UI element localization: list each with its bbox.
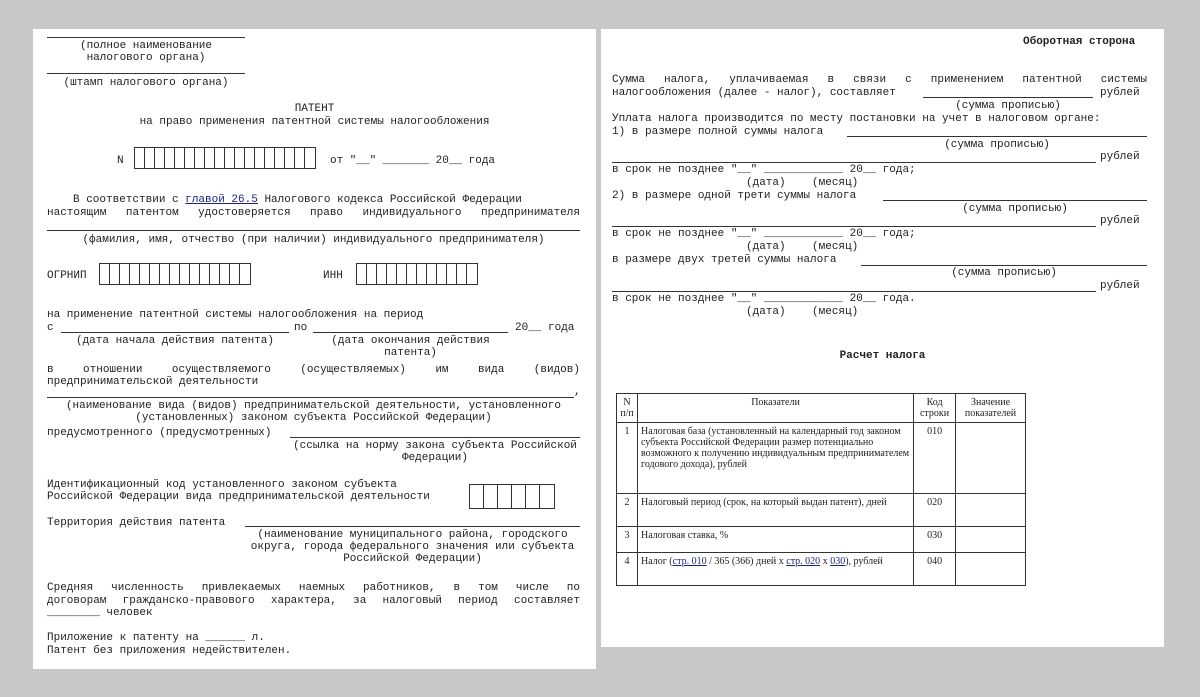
link-line-030[interactable]: 030 xyxy=(830,556,846,567)
inn-cells[interactable] xyxy=(356,263,478,285)
workers-line-1: Средняя численность привлекаемых наемных работников, в том числе по xyxy=(47,582,580,594)
intro-end: Налогового кодекса Российской Федерации xyxy=(257,194,522,206)
deadline-3-caption: (дата) (месяц) xyxy=(746,306,859,318)
period-end-caption: (дата окончания действия патента) xyxy=(331,335,490,359)
territory-label: Территория действия патента xyxy=(47,517,226,529)
tax-sum-line-2: налогообложения (далее - налог), составляет xyxy=(612,87,896,99)
id-code-line: Идентификационный код установленного законом субъекта Российской Федерации вида предпринимательской деятельности xyxy=(47,479,430,503)
row-num: 1 xyxy=(617,423,638,494)
appendix-note: Патент без приложения недействителен. xyxy=(47,645,292,657)
activity-line-2: предпринимательской деятельности xyxy=(47,376,259,388)
row-indicator xyxy=(637,553,913,586)
option-2-line-a xyxy=(883,200,1147,201)
tax-sum-amount-line xyxy=(923,97,1093,98)
activity-caption: (наименование вида (видов) предпринимательской деятельности, установленного (установленных) законом субъекта Российской Федерации) xyxy=(65,400,562,424)
authority-stamp-caption: (штамп налогового органа) xyxy=(63,77,229,89)
link-line-010[interactable]: стр. 010 xyxy=(672,556,707,567)
back-header: Оборотная сторона xyxy=(1023,36,1136,48)
provided-label: предусмотренного (предусмотренных) xyxy=(47,427,272,439)
row-num: 4 xyxy=(617,553,638,586)
inn-label: ИНН xyxy=(323,270,343,282)
payment-place-line: Уплата налога производится по месту постановки на учет в налоговом органе: xyxy=(612,113,1101,125)
activity-line-1: в отношении осуществляемого (осуществляемых) им вида (видов) xyxy=(47,364,580,376)
patent-front-page xyxy=(33,29,596,669)
option-1-in-words: (сумма прописью) xyxy=(944,139,1050,151)
header-code: Код строки xyxy=(914,394,956,423)
calc-title: Расчет налога xyxy=(839,350,926,362)
two-thirds-in-words: (сумма прописью) xyxy=(951,267,1057,279)
row-indicator: Налоговая база (установленный на календарный год законом субъекта Российской Федерации размер потенциально возможного к получению индивидуальным предпринимателем годового дохода), рублей xyxy=(637,423,913,494)
authority-name-caption: (полное наименование налогового органа) xyxy=(79,40,213,64)
period-year: 20__ года xyxy=(515,322,575,334)
header-indicators: Показатели xyxy=(637,394,913,423)
tax-sum-in-words: (сумма прописью) xyxy=(955,100,1061,112)
row-indicator: Налоговый период (срок, на который выдан патент), дней xyxy=(637,494,913,527)
two-thirds-rubles: рублей xyxy=(1100,280,1140,292)
table-row xyxy=(617,527,1026,553)
row-value-cell[interactable] xyxy=(956,553,1026,586)
law-line xyxy=(290,437,580,438)
header-value: Значение показателей xyxy=(956,394,1026,423)
row-value-cell[interactable] xyxy=(956,494,1026,527)
ogrnip-cells[interactable] xyxy=(99,263,251,285)
two-thirds-label: в размере двух третей суммы налога xyxy=(612,254,837,266)
row-code: 030 xyxy=(914,527,956,553)
link-line-020[interactable]: стр. 020 xyxy=(786,556,821,567)
ogrnip-label: ОГРНИП xyxy=(47,270,87,282)
tax-sum-line-1: Сумма налога, уплачиваемая в связи с применением патентной системы xyxy=(612,74,1147,86)
formula-text-a: Налог ( xyxy=(640,556,673,567)
fio-caption: (фамилия, имя, отчество (при наличии) индивидуального предпринимателя) xyxy=(82,234,545,246)
row-num: 3 xyxy=(617,527,638,553)
formula-text-b: / 365 (366) дней x xyxy=(706,556,787,567)
table-header-row xyxy=(617,394,1026,423)
deadline-1: в срок не позднее "__" ____________ 20__ года; xyxy=(612,164,916,176)
option-2-line-b xyxy=(612,226,1096,227)
deadline-3: в срок не позднее "__" ____________ 20__ года. xyxy=(612,293,916,305)
patent-subtitle: на право применения патентной системы налогообложения xyxy=(139,116,490,128)
number-prefix: N xyxy=(117,155,124,167)
workers-line-3: ________ человек xyxy=(47,607,153,619)
period-to-label: по xyxy=(294,322,308,334)
intro-start: В соответствии с xyxy=(73,194,186,206)
option-1-rubles: рублей xyxy=(1100,151,1140,163)
row-value-cell[interactable] xyxy=(956,423,1026,494)
patent-title: ПАТЕНТ xyxy=(294,103,335,115)
period-end-line xyxy=(313,332,508,333)
chapter-26-5-link[interactable]: главой 26.5 xyxy=(185,194,258,206)
period-start-line xyxy=(61,332,289,333)
intro-line-2: настоящим патентом удостоверяется право индивидуального предпринимателя xyxy=(47,207,580,219)
period-from-label: с xyxy=(47,322,54,334)
row-indicator: Налоговая ставка, % xyxy=(637,527,913,553)
patent-number-cells[interactable] xyxy=(134,147,316,169)
patent-date: от "__" _______ 20__ года xyxy=(330,155,496,167)
tax-sum-rubles: рублей xyxy=(1100,87,1140,99)
header-num: N п/п xyxy=(617,394,638,423)
territory-line xyxy=(245,526,580,527)
row-num: 2 xyxy=(617,494,638,527)
deadline-1-caption: (дата) (месяц) xyxy=(746,177,859,189)
intro-line xyxy=(73,194,522,206)
law-caption: (ссылка на норму закона субъекта Российской Федерации) xyxy=(293,440,577,464)
period-start-caption: (дата начала действия патента) xyxy=(75,335,275,347)
appendix-line: Приложение к патенту на ______ л. xyxy=(47,632,265,644)
formula-text-c: x xyxy=(820,556,831,567)
option-2-label: 2) в размере одной трети суммы налога xyxy=(612,190,857,202)
patent-back-page xyxy=(601,29,1164,647)
authority-stamp-line xyxy=(47,73,245,74)
authority-name-line xyxy=(47,37,245,38)
row-code: 010 xyxy=(914,423,956,494)
option-1-line-b xyxy=(612,162,1096,163)
row-code: 020 xyxy=(914,494,956,527)
activity-comma: , xyxy=(574,386,581,398)
table-row xyxy=(617,553,1026,586)
activity-line xyxy=(47,397,574,398)
table-row xyxy=(617,423,1026,494)
workers-line-2: договорам гражданско-правового характера, за налоговый период составляет xyxy=(47,595,580,607)
table-row xyxy=(617,494,1026,527)
id-code-cells[interactable] xyxy=(469,484,555,509)
option-1-label: 1) в размере полной суммы налога xyxy=(612,126,824,138)
option-2-rubles: рублей xyxy=(1100,215,1140,227)
row-value-cell[interactable] xyxy=(956,527,1026,553)
option-2-in-words: (сумма прописью) xyxy=(962,203,1068,215)
row-code: 040 xyxy=(914,553,956,586)
option-1-line-a xyxy=(847,136,1147,137)
deadline-2: в срок не позднее "__" ____________ 20__ года; xyxy=(612,228,916,240)
two-thirds-line-b xyxy=(612,291,1096,292)
period-line: на применение патентной системы налогообложения на период xyxy=(47,309,424,321)
deadline-2-caption: (дата) (месяц) xyxy=(746,241,859,253)
tax-calc-table xyxy=(616,393,1026,586)
formula-text-d: ), рублей xyxy=(845,556,883,567)
fio-line xyxy=(47,230,580,231)
two-thirds-line-a xyxy=(861,265,1147,266)
territory-caption: (наименование муниципального района, городского округа, города федерального значения или субъекта Российской Федерации) xyxy=(250,529,575,565)
